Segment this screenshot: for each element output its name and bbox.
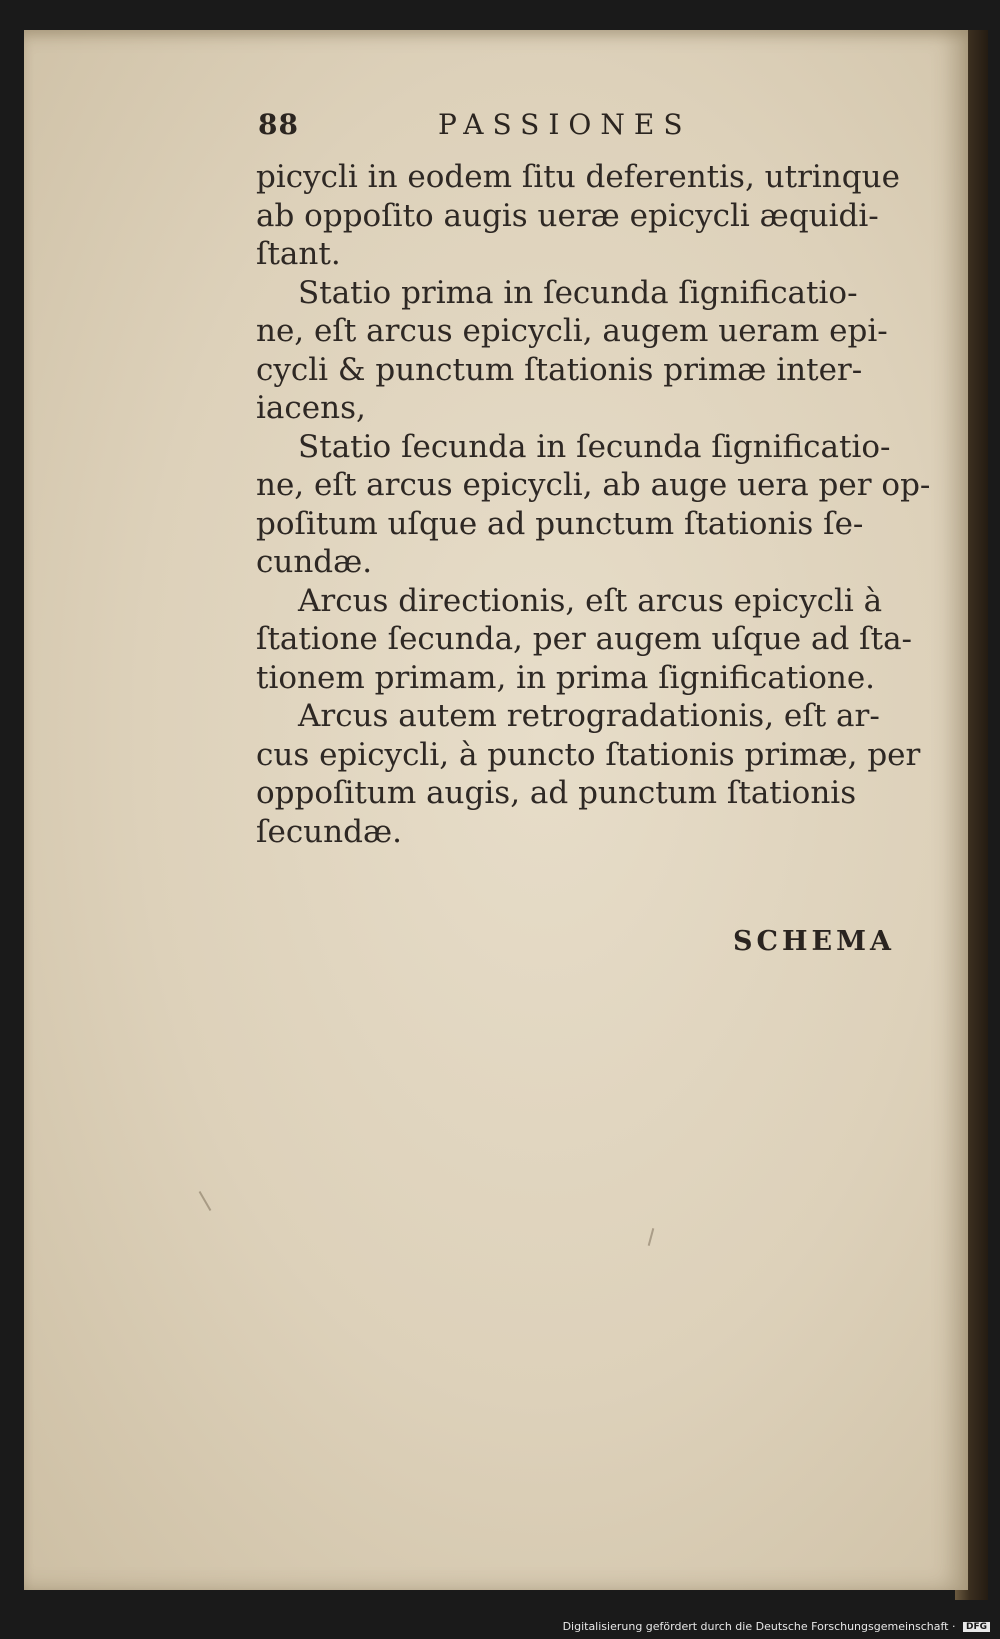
text-line: picycli in eodem ſitu deferentis, utrinque [256, 159, 900, 195]
text-line: ſtant. [256, 236, 341, 272]
paper-speck [648, 1228, 655, 1246]
page-number: 88 [258, 108, 299, 141]
text-line: cycli & punctum ſtationis primæ inter- [256, 351, 863, 388]
text-line: ſecundæ. [256, 813, 402, 850]
text-line: ne, eſt arcus epicycli, augem ueram epi- [256, 313, 888, 349]
catchword: SCHEMA [733, 926, 895, 957]
credit-text: Digitalisierung gefördert durch die Deutsche Forschungsgemeinschaft · [562, 1620, 956, 1633]
text-line: ab oppoſito augis ueræ epicycli æquidi- [256, 197, 879, 234]
text-line: cundæ. [256, 544, 373, 580]
text-line: Arcus autem retrogradationis, eſt ar- [298, 698, 880, 734]
running-head: PASSIONES [438, 108, 692, 141]
text-line: oppoſitum augis, ad punctum ſtationis [256, 775, 857, 811]
text-line: poſitum uſque ad punctum ſtationis ſe- [256, 505, 864, 542]
dfg-logo-icon: DFG [963, 1622, 990, 1632]
text-line: Statio ſecunda in ſecunda ſignificatio- [298, 428, 891, 465]
text-line: Arcus directionis, eſt arcus epicycli à [298, 582, 883, 619]
text-line: tionem primam, in prima ſignificatione. [256, 659, 876, 696]
text-line: ſtatione ſecunda, per augem uſque ad ſta- [256, 621, 913, 657]
page-header [258, 108, 908, 148]
text-line: Statio prima in ſecunda ſignificatio- [298, 274, 858, 311]
text-line: cus epicycli, à puncto ſtationis primæ, per [256, 736, 921, 773]
paper-speck [199, 1191, 212, 1211]
digitization-credit [563, 1620, 990, 1633]
text-line: iacens, [256, 390, 366, 426]
body-text [256, 158, 931, 851]
text-line: ne, eſt arcus epicycli, ab auge uera per op- [256, 467, 931, 503]
